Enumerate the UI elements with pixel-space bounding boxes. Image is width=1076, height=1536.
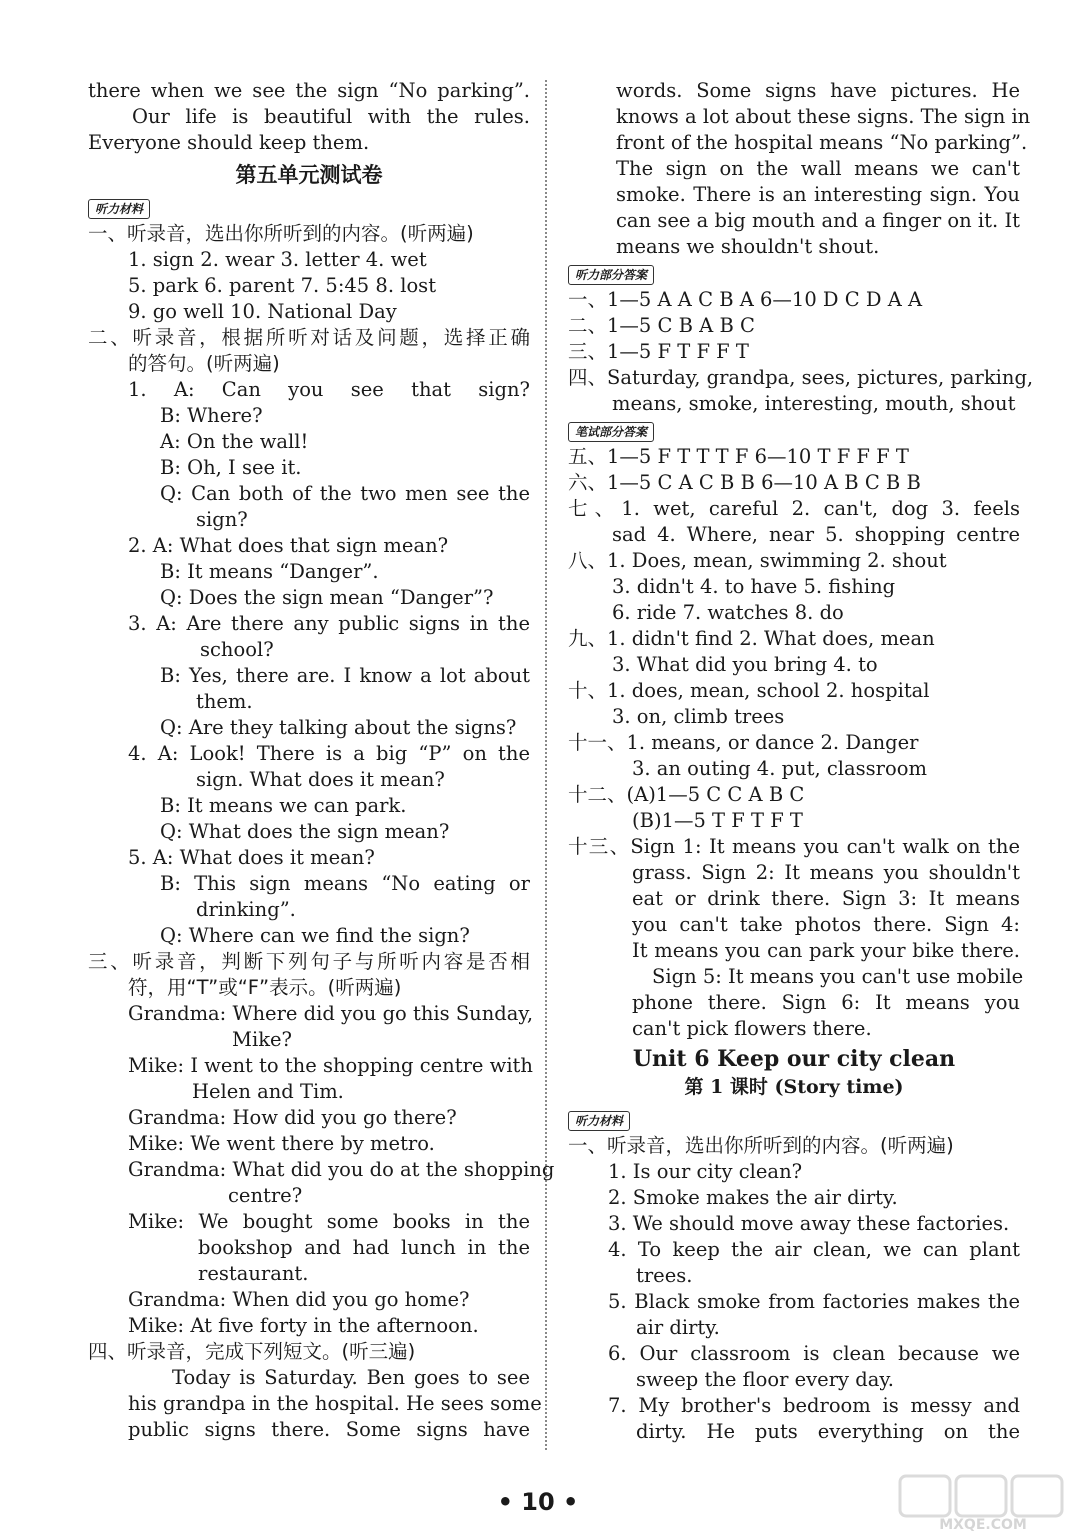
unit-title: Unit 6 Keep our city clean <box>632 1046 956 1072</box>
passage-line: front of the hospital means “No parking”. <box>616 131 1028 154</box>
page-number: • 10 • <box>497 1488 579 1516</box>
column-divider <box>545 80 547 1450</box>
answer-line: can't pick flowers there. <box>632 1017 872 1040</box>
passage-line: his grandpa in the hospital. He sees some <box>128 1392 542 1415</box>
question-line: 6. Our classroom is clean because we <box>608 1342 1020 1365</box>
answer-line: 三、1—5 F T F F T <box>568 340 749 363</box>
answer-line: 五、1—5 F T T T F 6—10 T F F F T <box>568 445 909 468</box>
passage-line: Today is Saturday. Ben goes to see <box>172 1366 530 1389</box>
question-line: 2. Smoke makes the air dirty. <box>608 1186 898 1209</box>
question-line: sweep the floor every day. <box>636 1368 894 1391</box>
passage-line: public signs there. Some signs have <box>128 1418 530 1441</box>
dialogue-line: bookshop and had lunch in the <box>198 1236 530 1259</box>
answer-line: (B)1—5 T F T F T <box>632 809 803 832</box>
answer-line: 十二、(A)1—5 C C A B C <box>568 783 805 806</box>
question-line: trees. <box>636 1264 693 1287</box>
dialogue-line: Mike: We went there by metro. <box>128 1132 435 1155</box>
dialogue-line: B: This sign means “No eating or <box>160 872 530 895</box>
page-number-value: 10 <box>521 1488 555 1516</box>
dialogue-line: Mike: We bought some books in the <box>128 1210 530 1233</box>
answer-line: 6. ride 7. watches 8. do <box>612 601 844 624</box>
dialogue-line: B: It means we can park. <box>160 794 407 817</box>
dialogue-line: B: It means “Danger”. <box>160 560 379 583</box>
dialogue-line: B: Where? <box>160 404 263 427</box>
listening-material-badge: 听力材料 <box>88 199 150 219</box>
dialogue-line: 5. A: What does it mean? <box>128 846 375 869</box>
dialogue-line: B: Yes, there are. I know a lot about <box>160 664 530 687</box>
dialogue-line: A: On the wall! <box>160 430 309 453</box>
answer-line: 七、1. wet, careful 2. can't, dog 3. feels <box>568 497 1020 520</box>
dialogue-line: 1. A: Can you see that sign? <box>128 378 530 401</box>
listening-material-badge: 听力材料 <box>568 1111 630 1131</box>
answer-line: 十三、Sign 1: It means you can't walk on the <box>568 835 1020 858</box>
answer-line: grass. Sign 2: It means you shouldn't <box>632 861 1020 884</box>
section-heading: 符，用“T”或“F”表示。(听两遍) <box>128 976 402 999</box>
left-column <box>88 78 555 1443</box>
written-answers-badge: 笔试部分答案 <box>568 422 654 442</box>
section-heading: 四、听录音，完成下列短文。(听三遍) <box>88 1340 416 1363</box>
answer-row: 1. sign 2. wear 3. letter 4. wet <box>128 248 427 271</box>
answer-row: 9. go well 10. National Day <box>128 300 397 323</box>
answer-line: 十一、1. means, or dance 2. Danger <box>568 731 919 754</box>
dialogue-line: Mike: At five forty in the afternoon. <box>128 1314 479 1337</box>
passage-line: The sign on the wall means we can't <box>616 157 1020 180</box>
answer-line: 四、Saturday, grandpa, sees, pictures, parking, <box>568 366 1034 389</box>
dialogue-line: Grandma: How did you go there? <box>128 1106 457 1129</box>
dialogue-line: school? <box>200 638 274 661</box>
section-heading: 一、听录音，选出你所听到的内容。(听两遍) <box>568 1134 954 1157</box>
answer-line: eat or drink there. Sign 3: It means <box>632 887 1020 910</box>
section-heading: 二、听录音，根据所听对话及问题，选择正确 <box>88 326 530 349</box>
intro-line: Our life is beautiful with the rules. <box>132 105 530 128</box>
answer-row: 5. park 6. parent 7. 5:45 8. lost <box>128 274 437 297</box>
answer-line: sad 4. Where, near 5. shopping centre <box>612 523 1020 546</box>
dialogue-line: 3. A: Are there any public signs in the <box>128 612 530 635</box>
answer-line: you can't take photos there. Sign 4: <box>632 913 1020 936</box>
question-line: 1. Is our city clean? <box>608 1160 803 1183</box>
answer-line: 3. didn't 4. to have 5. fishing <box>612 575 896 598</box>
dialogue-line: Q: Where can we find the sign? <box>160 924 470 947</box>
answer-line: 六、1—5 C A C B B 6—10 A B C B B <box>568 471 921 494</box>
dialogue-line: sign? <box>196 508 248 531</box>
section-heading: 一、听录音，选出你所听到的内容。(听两遍) <box>88 222 474 245</box>
answer-line: 九、1. didn't find 2. What does, mean <box>568 627 935 650</box>
watermark-text: MXQE.COM <box>939 1517 1027 1532</box>
question-line: air dirty. <box>636 1316 720 1339</box>
right-column <box>568 78 1034 1445</box>
answer-line: means, smoke, interesting, mouth, shout <box>612 392 1016 415</box>
answer-line: 3. on, climb trees <box>612 705 785 728</box>
dialogue-line: Q: Are they talking about the signs? <box>160 716 517 739</box>
answer-line: It means you can park your bike there. <box>632 939 1020 962</box>
answer-line: Sign 5: It means you can't use mobile <box>652 965 1024 988</box>
dialogue-line: Helen and Tim. <box>192 1080 344 1103</box>
test-title: 第五单元测试卷 <box>235 163 383 187</box>
dialogue-line: drinking”. <box>196 898 296 921</box>
passage-line: words. Some signs have pictures. He <box>616 79 1020 102</box>
answer-line: 二、1—5 C B A B C <box>568 314 755 337</box>
dialogue-line: Q: Can both of the two men see the <box>160 482 530 505</box>
dialogue-line: Q: What does the sign mean? <box>160 820 450 843</box>
passage-line: knows a lot about these signs. The sign in <box>616 105 1031 128</box>
watermark-logo <box>898 1472 1068 1532</box>
passage-line: smoke. There is an interesting sign. You <box>616 183 1020 206</box>
intro-line: Everyone should keep them. <box>88 131 370 154</box>
answer-line: 一、1—5 A A C B A 6—10 D C D A A <box>568 288 923 311</box>
dialogue-line: Q: Does the sign mean “Danger”? <box>160 586 494 609</box>
dialogue-line: 4. A: Look! There is a big “P” on the <box>128 742 530 765</box>
question-line: dirty. He puts everything on the <box>636 1420 1020 1443</box>
answer-line: 八、1. Does, mean, swimming 2. shout <box>568 549 947 572</box>
dialogue-line: Mike? <box>232 1028 293 1051</box>
dialogue-line: Grandma: When did you go home? <box>128 1288 470 1311</box>
answer-line: 3. What did you bring 4. to <box>612 653 878 676</box>
question-line: 4. To keep the air clean, we can plant <box>608 1238 1020 1261</box>
answer-line: phone there. Sign 6: It means you <box>632 991 1020 1014</box>
question-line: 3. We should move away these factories. <box>608 1212 1010 1235</box>
passage-line: means we shouldn't shout. <box>616 235 880 258</box>
dialogue-line: B: Oh, I see it. <box>160 456 302 479</box>
answer-line: 3. an outing 4. put, classroom <box>632 757 927 780</box>
question-line: 5. Black smoke from factories makes the <box>608 1290 1020 1313</box>
question-line: 7. My brother's bedroom is messy and <box>608 1394 1020 1417</box>
dialogue-line: Grandma: Where did you go this Sunday, <box>128 1002 534 1025</box>
dialogue-line: centre? <box>228 1184 303 1207</box>
dialogue-line: sign. What does it mean? <box>196 768 445 791</box>
passage-line: can see a big mouth and a finger on it. It <box>616 209 1020 232</box>
dialogue-line: 2. A: What does that sign mean? <box>128 534 449 557</box>
dialogue-line: Grandma: What did you do at the shopping <box>128 1158 555 1181</box>
answer-line: 十、1. does, mean, school 2. hospital <box>568 679 930 702</box>
dialogue-line: Mike: I went to the shopping centre with <box>128 1054 533 1077</box>
dialogue-line: restaurant. <box>198 1262 309 1285</box>
intro-line: there when we see the sign “No parking”. <box>88 79 530 102</box>
section-heading: 的答句。(听两遍) <box>128 352 280 375</box>
dialogue-line: them. <box>196 690 253 713</box>
section-heading: 三、听录音，判断下列句子与所听内容是否相 <box>88 950 530 973</box>
lesson-title: 第 1 课时 (Story time) <box>684 1076 904 1098</box>
listening-answers-badge: 听力部分答案 <box>568 265 654 285</box>
